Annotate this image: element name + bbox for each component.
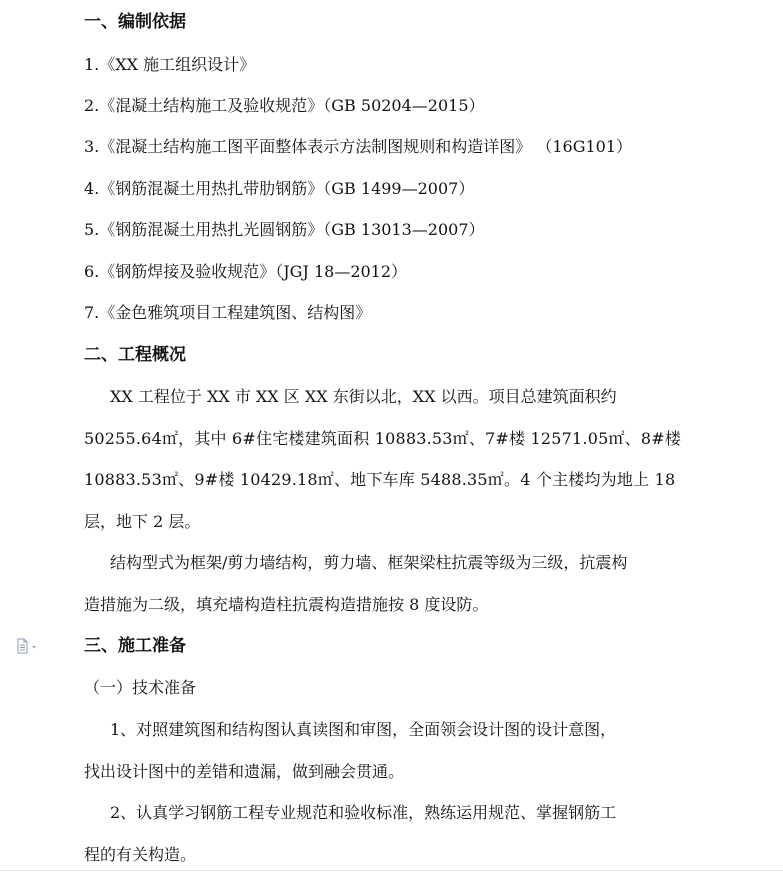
page-bottom-divider [0,870,783,871]
preparation-p2-line1: 2、认真学习钢筋工程专业规范和验收标准，熟练运用规范、掌握钢筋工 [110,803,617,822]
preparation-p1-line2: 找出设计图中的差错和遗漏，做到融会贯通。 [84,762,405,781]
overview-para1-line1: XX 工程位于 XX 市 XX 区 XX 东街以北，XX 以西。项目总建筑面积约 [110,387,617,406]
basis-item-7: 7.《金色雅筑项目工程建筑图、结构图》 [84,303,372,322]
preparation-p1-line1: 1、对照建筑图和结构图认真读图和审图，全面领会设计图的设计意图， [110,720,617,739]
basis-item-2: 2.《混凝土结构施工及验收规范》（GB 50204—2015） [84,96,485,115]
basis-item-6: 6.《钢筋焊接及验收规范》（JGJ 18—2012） [84,262,408,281]
overview-para2-line1: 结构型式为框架/剪力墙结构，剪力墙、框架梁柱抗震等级为三级，抗震构 [110,553,628,572]
basis-item-5: 5.《钢筋混凝土用热扎光圆钢筋》（GB 13013—2007） [84,220,485,239]
overview-para1-line2: 50255.64㎡，其中 6#住宅楼建筑面积 10883.53㎡、7#楼 12571.05㎡、8#楼 [84,429,682,448]
preparation-p2-line2: 程的有关构造。 [84,845,197,864]
preparation-subtitle: （一）技术准备 [84,678,197,697]
basis-item-3: 3.《混凝土结构施工图平面整体表示方法制图规则和构造详图》 （16G101） [84,137,633,156]
overview-para2-line2: 造措施为二级，填充墙构造柱抗震构造措施按 8 度设防。 [84,595,489,614]
section-heading-basis: 一、编制依据 [84,12,186,32]
overview-para1-line3: 10883.53㎡、9#楼 10429.18㎡、地下车库 5488.35㎡。4 个主楼均为地上 18 [84,470,676,489]
document-icon[interactable] [16,638,40,654]
basis-item-1: 1.《XX 施工组织设计》 [84,55,256,74]
section-heading-preparation: 三、施工准备 [84,636,186,656]
basis-item-4: 4.《钢筋混凝土用热扎带肋钢筋》（GB 1499—2007） [84,179,475,198]
section-heading-overview: 二、工程概况 [84,345,186,365]
overview-para1-line4: 层，地下 2 层。 [84,512,201,531]
